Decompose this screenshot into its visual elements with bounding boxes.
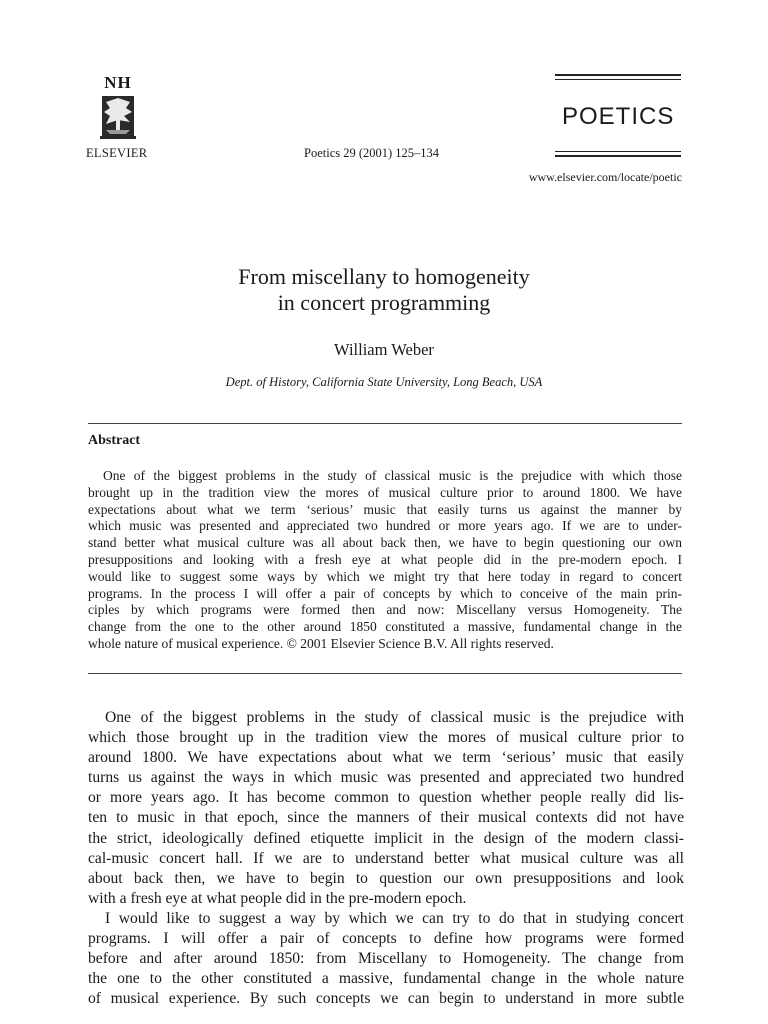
author-name: William Weber [334,340,434,359]
body-line: with a fresh eye at what people did in the pre-modern epoch. [88,889,467,907]
article-title-line: From miscellany to homogeneity [238,264,530,289]
author-affiliation: Dept. of History, California State University, Long Beach, USA [225,375,543,389]
abstract-line: expectations about what we term ‘serious’ music that easily turns us against the manner by [88,501,682,517]
abstract-line: presuppositions and looking with a fresh eye at what people did in the pre-modern epoch. I [88,551,682,567]
header-rule [555,79,681,80]
elsevier-tree-icon [96,94,140,140]
article-title-line: in concert programming [277,290,491,315]
body-line: the one to the other constituted a massive, fundamental change in the whole nature [88,970,684,988]
abstract-line: ciples by which programs were formed then and now: Miscellany versus Homogeneity. The [88,602,682,618]
body-text [88,708,684,1009]
abstract-line: brought up in the tradition view the mores of musical culture prior to around 1800. We have [88,484,682,500]
body-line: turns us against the ways in which music was presented and appreciated two hundred [88,769,684,787]
abstract-line: change from the one to the other around 1850 constituted a massive, fundamental change in the [88,619,682,635]
body-line: ten to music in that epoch, since the manners of their musical contexts did not have [88,809,684,827]
publisher-logo [84,74,152,140]
body-line: cal-music concert hall. If we are to understand better what musical culture was all [88,849,684,867]
journal-citation: Poetics 29 (2001) 125–134 [304,146,440,160]
body-line: programs. I will offer a pair of concepts to define how programs were formed [88,930,684,948]
abstract-text [88,468,682,653]
header-rule [555,74,681,76]
body-line: around 1800. We have expectations about what we term ‘serious’ music that easily [88,749,684,767]
logo-nh-text: NH [104,73,132,92]
abstract-top-rule [88,423,682,424]
body-line: of musical experience. By such concepts we can begin to understand in more subtle [88,990,684,1008]
abstract-line: would like to suggest some ways by which we might try that here today in regard to concert [88,568,682,584]
journal-url: www.elsevier.com/locate/poetic [528,170,682,184]
abstract-line: which music was presented and appreciated two hundred or more years ago. If we are to under- [88,518,682,534]
publisher-name: ELSEVIER [86,146,148,160]
abstract-bottom-rule [88,673,682,674]
abstract-line: stand better what musical culture was all about back then, we have to begin questioning our own [88,535,682,551]
abstract-line: programs. In the process I will offer a pair of concepts by which to conceive of the main prin- [88,585,682,601]
header-rule [555,151,681,152]
abstract-line: One of the biggest problems in the study of classical music is the prejudice with which those [103,468,682,483]
body-line: which those brought up in the tradition view the mores of musical culture prior to [88,729,684,747]
body-line: the strict, ideologically defined etiquette implicit in the design of the modern classi- [88,829,684,847]
body-line: before and after around 1850: from Miscellany to Homogeneity. The change from [88,950,684,968]
header-rule [555,155,681,157]
body-line: One of the biggest problems in the study of classical music is the prejudice with [105,709,684,726]
abstract-heading: Abstract [88,433,141,448]
body-line: I would like to suggest a way by which we can try to do that in studying concert [105,909,684,927]
body-line: or more years ago. It has become common to question whether people really did lis- [88,789,684,807]
journal-title: POETICS [562,103,675,130]
abstract-line: whole nature of musical experience. © 2001 Elsevier Science B.V. All rights reserved. [88,635,554,651]
body-line: about back then, we have to begin to question our own presuppositions and look [88,869,684,887]
